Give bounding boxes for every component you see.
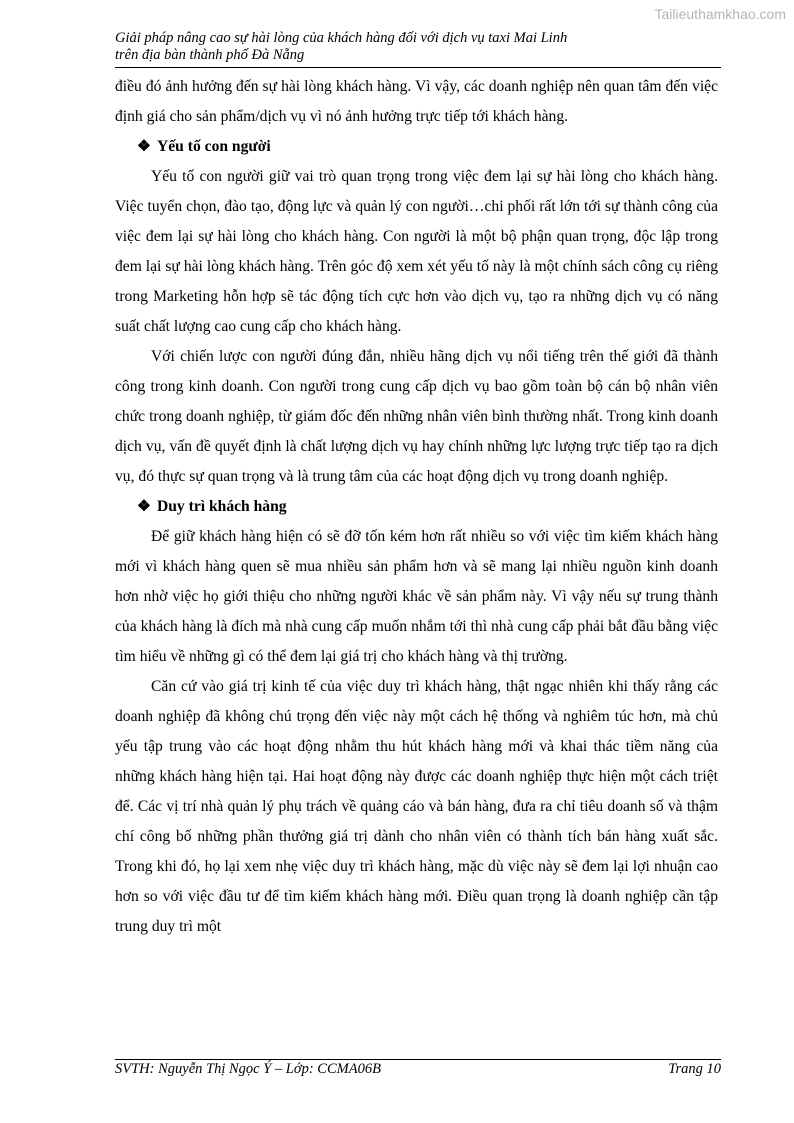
paragraph-continued: điều đó ảnh hưởng đến sự hài lòng khách hàng. Vì vậy, các doanh nghiệp nên quan tâm đến việc định giá cho sản phẩm/dịch vụ vì nó ảnh hưởng trực tiếp tới khách hàng. [115,78,718,125]
section-heading-retention [115,492,718,522]
header-title-line2: trên địa bàn thành phố Đà Nẵng [115,47,305,63]
paragraph: Căn cứ vào giá trị kinh tế của việc duy trì khách hàng, thật ngạc nhiên khi thấy rằng các doanh nghiệp đã không chú trọng đến việc này một cách hệ thống và nghiêm túc hơn, mà chủ yếu tập trung vào các hoạt động nhằm thu hút khách hàng mới và khai thác tiềm năng của những khách hàng hiện tại. Hai hoạt động này được các doanh nghiệp thực hiện một cách triệt để. Các vị trí nhà quản lý phụ trách về quảng cáo và bán hàng, đưa ra chỉ tiêu doanh số và thậm chí công bố những phần thưởng giá trị dành cho nhân viên có thành tích bán hàng xuất sắc. Trong khi đó, họ lại xem nhẹ việc duy trì khách hàng, mặc dù việc này sẽ đem lại lợi nhuận cao hơn so với việc đầu tư để tìm kiếm khách hàng mới. Điều quan trọng là doanh nghiệp cần tập trung duy trì một [115,678,718,935]
page-header [115,30,721,64]
watermark: Tailieuthamkhao.com [654,6,786,22]
page-number: Trang 10 [668,1061,721,1077]
header-divider [115,67,721,68]
paragraph: Yếu tố con người giữ vai trò quan trọng trong việc đem lại sự hài lòng cho khách hàng. Việc tuyển chọn, đào tạo, động lực và quản lý con người…chi phối rất lớn tới sự thành công của việc đem lại sự hài lòng cho khách hàng. Con người là một bộ phận quan trọng, độc lập trong đem lại sự hài lòng khách hàng. Trên góc độ xem xét yếu tố này là một chính sách công cụ riêng trong Marketing hỗn hợp sẽ tác động tích cực hơn vào dịch vụ, tạo ra những dịch vụ có năng suất chất lượng cao cung cấp cho khách hàng. [115,168,718,335]
section-heading-text: Duy trì khách hàng [157,498,287,515]
footer-divider [115,1059,721,1060]
paragraph: Với chiến lược con người đúng đắn, nhiều hãng dịch vụ nổi tiếng trên thế giới đã thành công trong kinh doanh. Con người trong cung cấp dịch vụ bao gồm toàn bộ cán bộ nhân viên chức trong doanh nghiệp, từ giám đốc đến những nhân viên bình thường nhất. Trong kinh doanh dịch vụ, vấn đề quyết định là chất lượng dịch vụ hay chính những lực lượng trực tiếp tạo ra dịch vụ, đó thực sự quan trọng và là trung tâm của các hoạt động dịch vụ trong doanh nghiệp. [115,348,718,485]
header-title-line1: Giải pháp nâng cao sự hài lòng của khách hàng đối với dịch vụ taxi Mai Linh [115,30,568,46]
paragraph: Để giữ khách hàng hiện có sẽ đỡ tốn kém hơn rất nhiều so với việc tìm kiếm khách hàng mới vì khách hàng quen sẽ mua nhiều sản phẩm hơn và sẽ mang lại nhiều nguồn kinh doanh hơn nhờ việc họ giới thiệu cho những người khác về sản phẩm này. Vì vậy nếu sự trung thành của khách hàng là đích mà nhà cung cấp muốn nhắm tới thì nhà cung cấp phải bắt đầu bằng việc tìm hiểu về những gì có thể đem lại giá trị cho khách hàng và thị trường. [115,528,718,665]
footer-author: SVTH: Nguyễn Thị Ngọc Ý – Lớp: CCMA06B [115,1061,381,1077]
section-heading-text: Yếu tố con người [157,138,271,155]
page-footer [115,1061,721,1078]
document-body [115,72,718,942]
diamond-bullet-icon: ❖ [137,138,151,155]
diamond-bullet-icon: ❖ [137,498,151,515]
section-heading-people [115,132,718,162]
